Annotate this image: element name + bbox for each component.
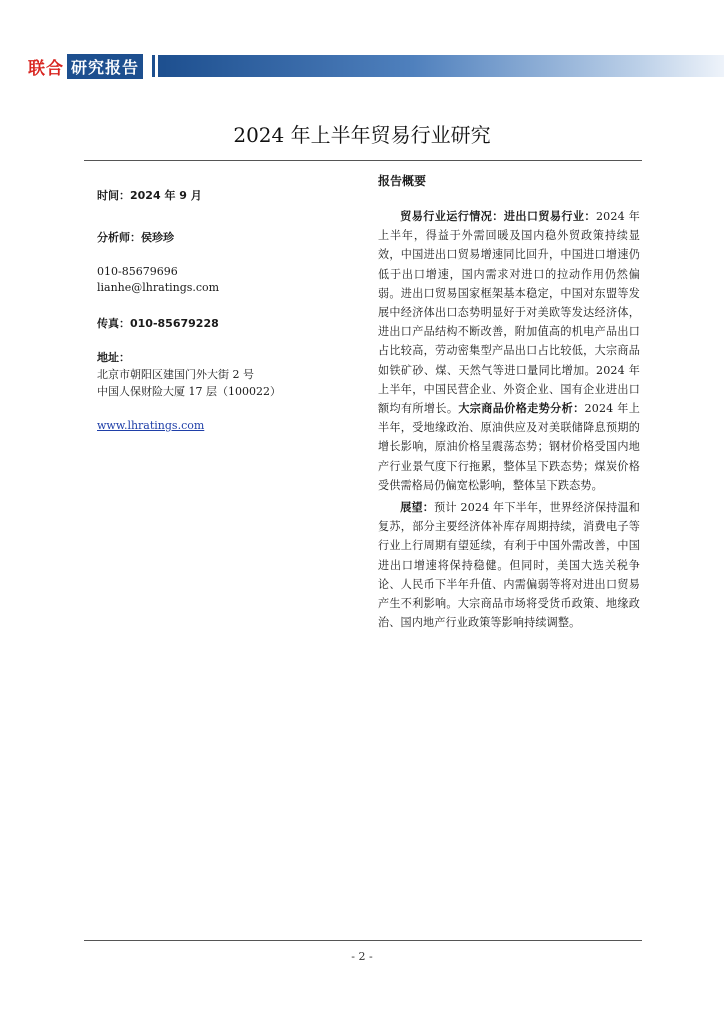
summary-heading: 报告概要 — [378, 174, 427, 188]
report-time: 时间：2024 年 9 月 — [97, 189, 202, 202]
email-address: lianhe@lhratings.com — [97, 281, 220, 294]
footer-divider — [84, 940, 642, 941]
page-title: 2024 年上半年贸易行业研究 — [233, 123, 491, 147]
summary-paragraph-2 — [378, 498, 640, 632]
section-heading-outlook: 展望： — [400, 501, 435, 515]
brand-logo — [28, 55, 143, 77]
brand-name-red: 联合 — [28, 58, 64, 79]
header-separator — [152, 55, 155, 77]
page-number: - 2 - — [351, 950, 373, 963]
address-line-1: 北京市朝阳区建国门外大街 2 号 — [97, 368, 254, 381]
analyst-name: 分析师：侯珍珍 — [97, 231, 174, 244]
fax-number: 传真：010-85679228 — [97, 317, 219, 330]
header-gradient-bar — [158, 55, 724, 77]
trade-text: 2024 年上半年，得益于外需回暖及国内稳外贸政策持续显效，中国进出口贸易增速同比回升，中国进口增速仍低于出口增速，国内需求对进口的拉动作用仍然偏弱。进出口贸易国家框架基本稳定，中国对东盟等发展中经济体出口态势明显好于对美欧等发达经济体，进出口产品结构不断改善，附加值高的机电产品出口占比较高，劳动密集型产品出口占比较低，大宗商品如铁矿砂、煤、天然气等进口量同比增加。2024 年上半年，中国民营企业、外资企业、国有企业进出口额均有所增长。 — [378, 210, 640, 416]
phone-number: 010-85679696 — [97, 265, 178, 278]
address-line-2: 中国人保财险大厦 17 层（100022） — [97, 385, 281, 398]
website-anchor[interactable]: www.lhratings.com — [97, 419, 205, 432]
commodity-text: 2024 年上半年，受地缘政治、原油供应及对美联储降息预期的增长影响，原油价格呈震荡态势；钢材价格受国内地产行业景气度下行拖累，整体呈下跌态势；煤炭价格受供需格局仍偏宽松影响，整体呈下跌态势。 — [378, 402, 641, 492]
summary-paragraph-1 — [378, 207, 640, 495]
address-label: 地址： — [97, 351, 130, 364]
outlook-text: 预计 2024 年下半年，世界经济保持温和复苏，部分主要经济体补库存周期持续，消费电子等行业上行周期有望延续，有利于中国外需改善，中国进出口增速将保持稳健。但同时，美国大选关税争论、人民币下半年升值、内需偏弱等将对进出口贸易产生不利影响。大宗商品市场将受货币政策、地缘政治、国内地产行业政策等影响持续调整。 — [378, 501, 641, 630]
report-summary — [378, 172, 640, 632]
section-heading-trade: 贸易行业运行情况：进出口贸易行业： — [400, 210, 596, 223]
title-divider — [84, 160, 642, 161]
website-link[interactable] — [97, 418, 204, 433]
brand-name-blue: 研究报告 — [67, 54, 143, 79]
section-heading-commodity: 大宗商品价格走势分析： — [458, 402, 585, 416]
